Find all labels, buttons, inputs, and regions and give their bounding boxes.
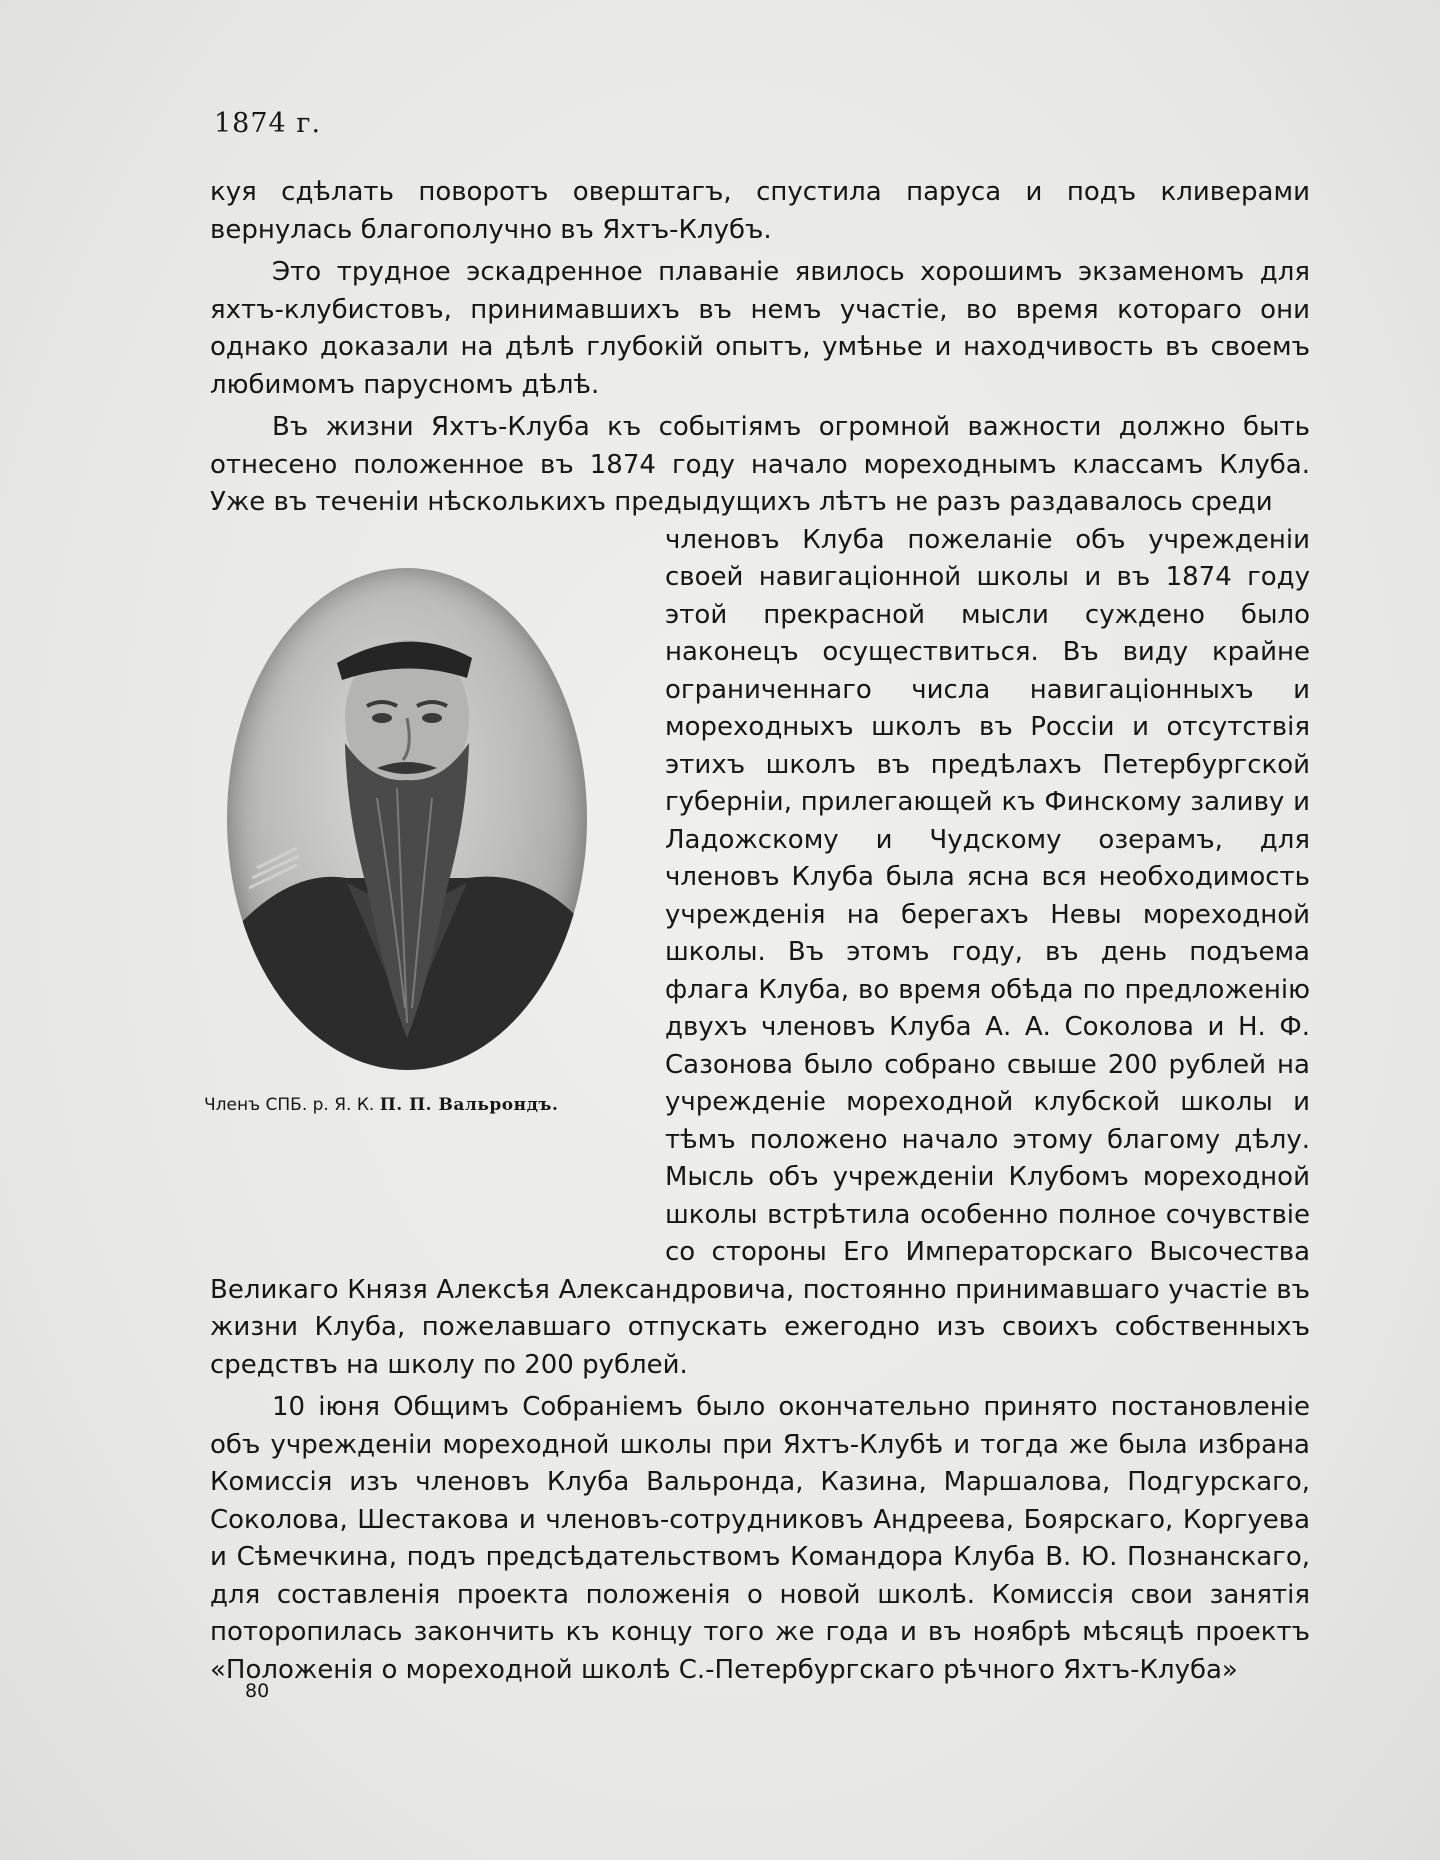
body-text <box>204 174 1310 1689</box>
paragraph-1: куя сдѣлать поворотъ оверштагъ, спустила паруса и подъ кливерами вернулась благополучно въ Яхтъ-Клубъ. <box>210 177 1310 245</box>
portrait-caption <box>204 1087 644 1125</box>
portrait-figure <box>204 522 640 1270</box>
paragraph-3-continued: членовъ Клуба пожеланiе объ учрежденiи своей навигацiонной школы и въ 1874 году этой прекрасной мысли суждено было наконецъ осуществиться. Въ виду крайне ограниченнаго числа навигацiонныхъ и мореходныхъ школъ въ Россiи и отсутствiя этихъ школъ въ предѣлахъ Петербургской губернiи, прилегающей къ Финскому заливу и Ладожскому и Чудскому озерамъ, для членовъ Клуба была ясна вся необходимость учрежденiя на берегахъ Невы мореходной школы. Въ этомъ году, въ день подъема флага Клуба, во время обѣда по предложенiю двухъ членовъ Клуба А. А. Соколова и Н. Ф. Сазонова было собрано свыше 200 рублей на учрежденiе мореходной клубской школы и тѣмъ положено начало этому благому дѣлу. Мысль объ учрежденiи Клубомъ мореходной школы встрѣтила особенно полное сочувствiе со стороны Его Императорскаго Высочества Великаго Князя Алексѣя Александровича, постоянно принимавшаго участiе въ жизни Клуба, пожелавшаго отпускать ежегодно изъ своихъ собственныхъ средствъ на школу по 200 рублей. <box>210 524 1310 1380</box>
caption-prefix: Членъ СПБ. р. Я. К. <box>204 1094 375 1115</box>
paragraph-3-intro: Въ жизни Яхтъ-Клуба къ событiямъ огромной важности должно быть отнесено положенное въ 1874 году начало мореходнымъ классамъ Клуба. Уже въ теченiи нѣсколькихъ предыдущихъ лѣтъ не разъ раздавалось среди <box>210 412 1310 517</box>
paragraph-4: 10 iюня Общимъ Собранiемъ было окончательно принято постановленiе объ учрежденiи мореходной школы при Яхтъ-Клубѣ и тогда же была избрана Комиссiя изъ членовъ Клуба Вальронда, Казина, Маршалова, Подгурскаго, Соколова, Шестакова и членовъ-сотрудниковъ Андреева, Боярскаго, Коргуева и Сѣмечкина, подъ предсѣдательствомъ Командора Клуба В. Ю. Познанскаго, для составленiя проекта положенiя о новой школѣ. Комиссiя свои занятiя поторопилась закончить къ концу того же года и въ ноябрѣ мѣсяцѣ проектъ «Положенiя о мореходной школѣ С.-Петербургскаго рѣчного Яхтъ-Клуба» <box>210 1392 1310 1685</box>
running-head-year: 1874 г. <box>214 108 322 139</box>
portrait-photo <box>227 568 587 1070</box>
caption-name: П. П. Вальрондъ. <box>379 1094 559 1115</box>
portrait-illustration <box>227 568 587 1070</box>
paragraph-2: Это трудное эскадренное плаванiе явилось хорошимъ экзаменомъ для яхтъ-клубистовъ, принимавшихъ въ немъ участiе, во время котораго они однако доказали на дѣлѣ глубокiй опытъ, умѣнье и находчивость въ своемъ любимомъ парусномъ дѣлѣ. <box>210 257 1310 400</box>
page-number: 80 <box>245 1680 270 1702</box>
